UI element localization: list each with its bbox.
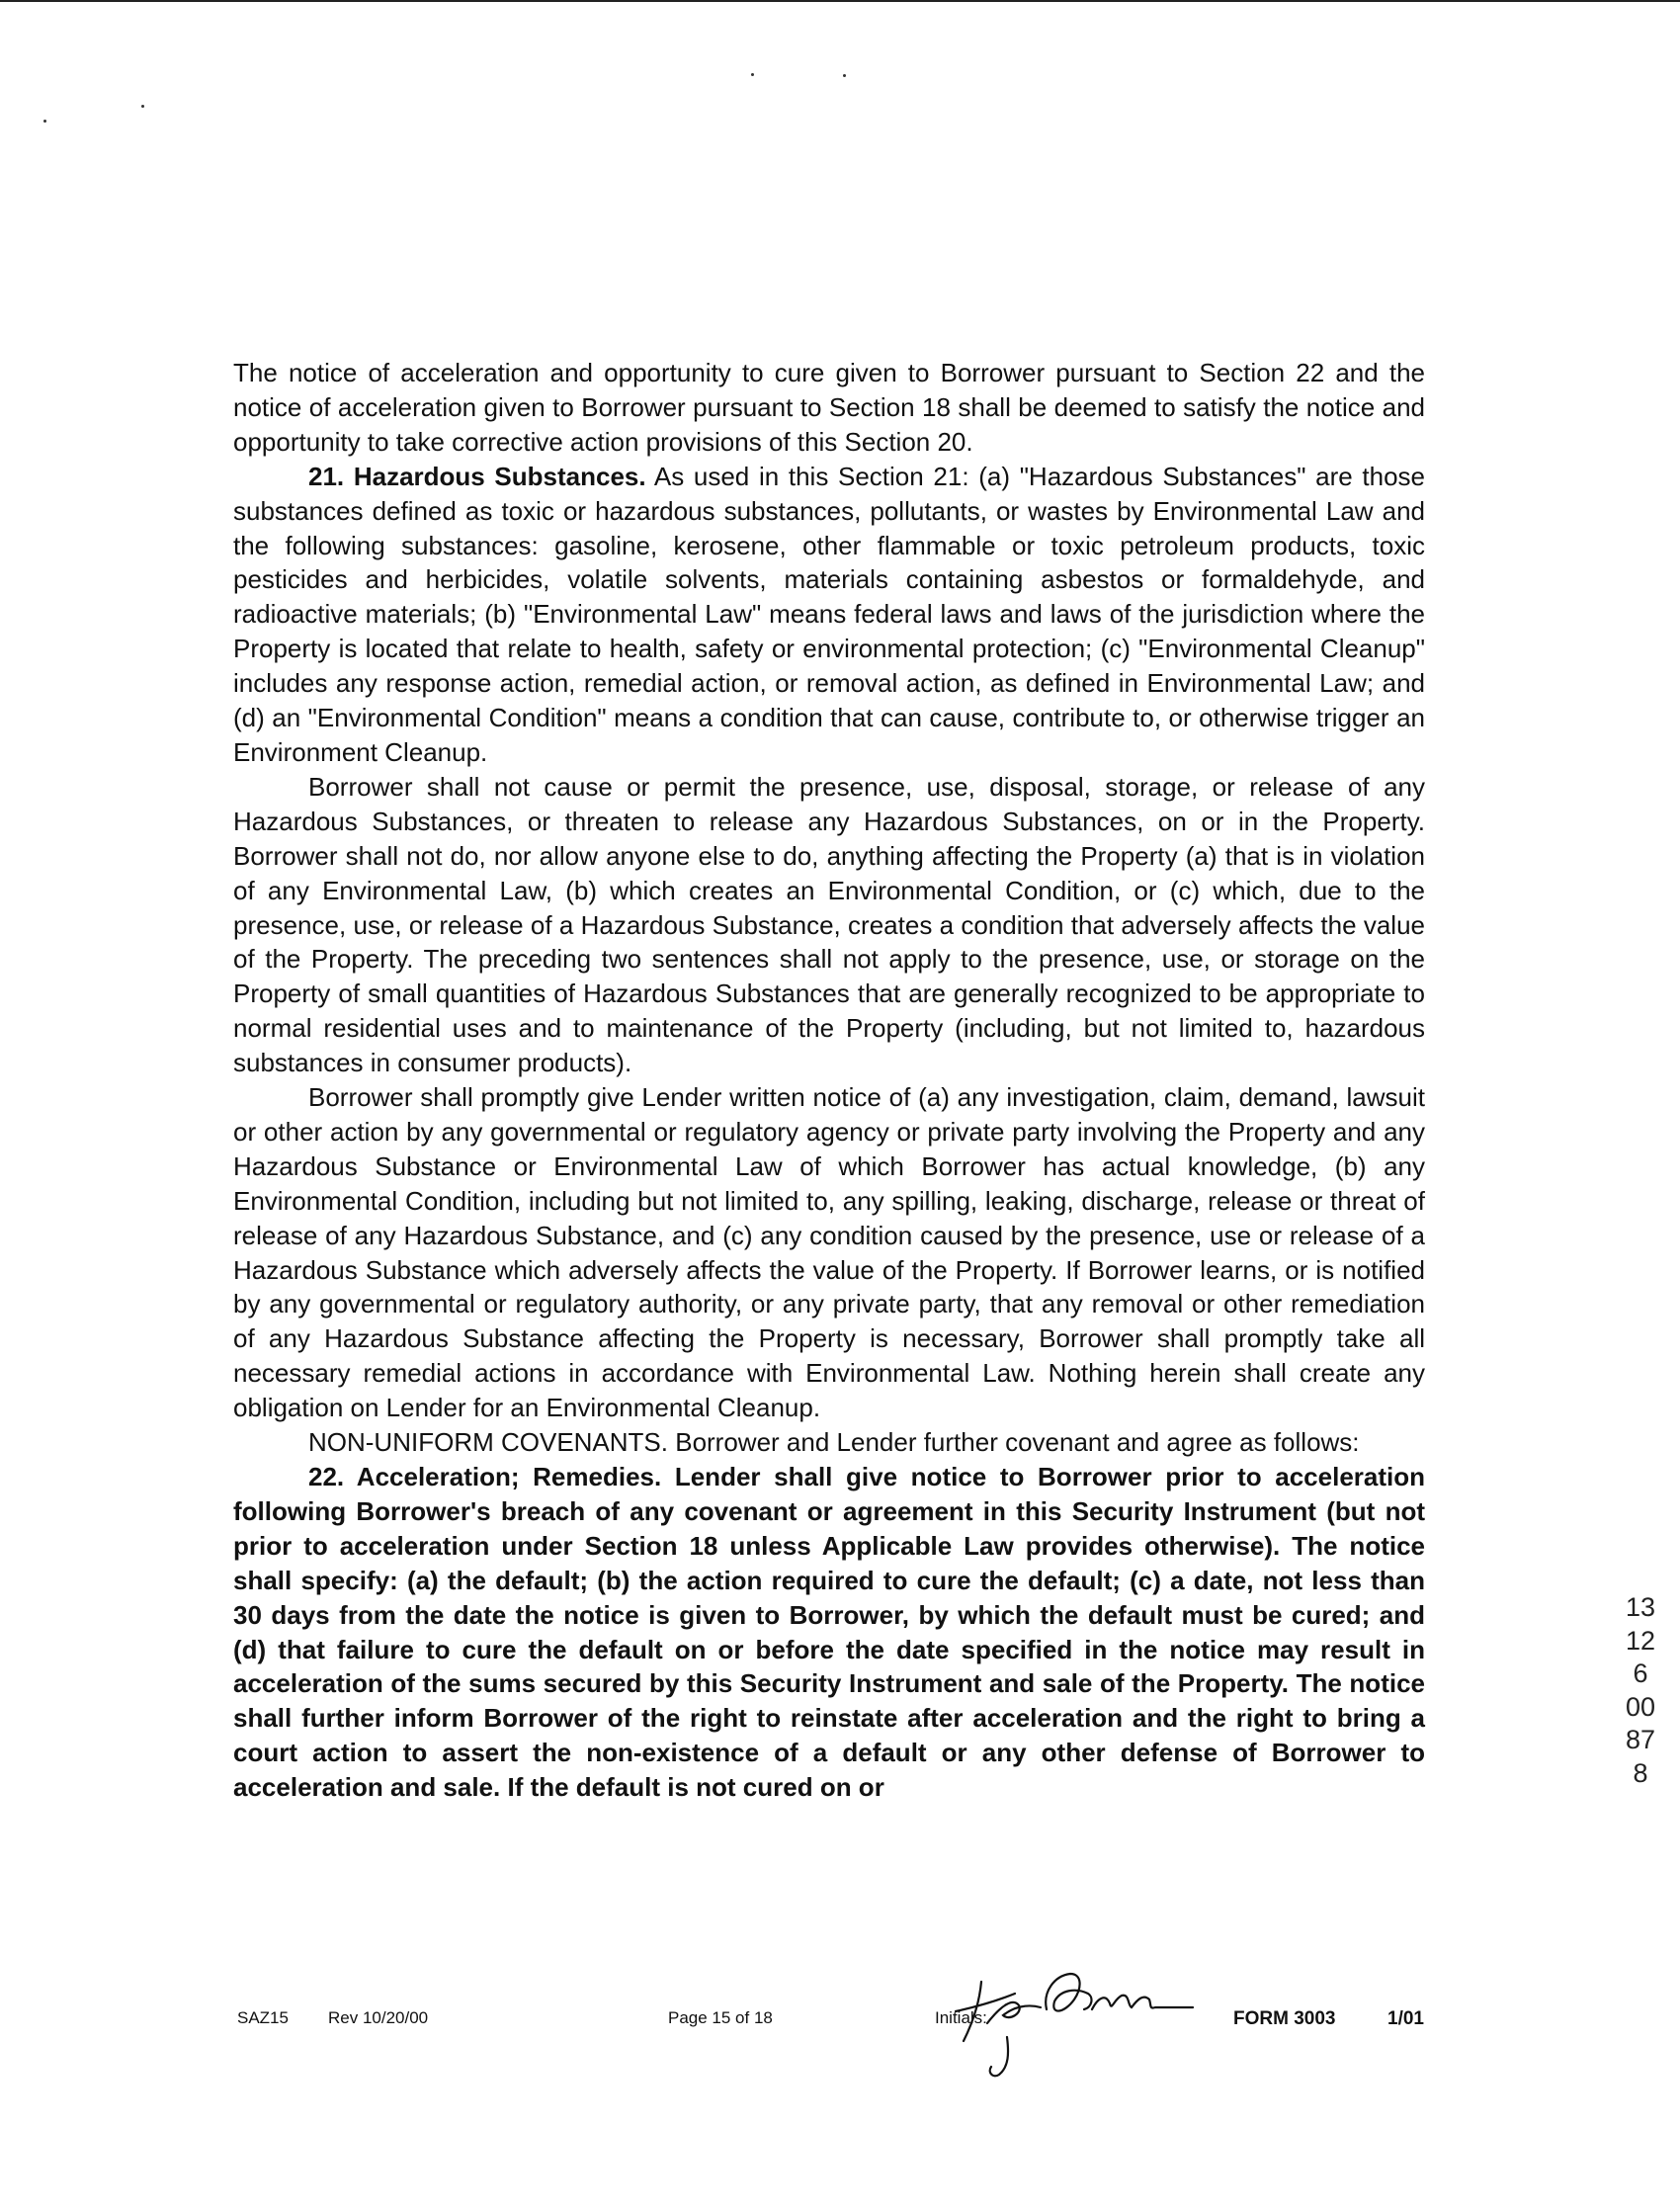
scan-speck: [843, 74, 846, 77]
form-code: SAZ15: [237, 2008, 289, 2027]
page-footer: [233, 2008, 1429, 2048]
section-20-end-paragraph: The notice of acceleration and opportunity to cure given to Borrower pursuant to Section 22 and the notice of acceleration given to Borrower pursuant to Section 18 shall be deemed to satisfy the notice and opportunity to take corrective action provisions of this Section 20.: [233, 358, 1425, 457]
non-uniform-covenants-paragraph: NON-UNIFORM COVENANTS. Borrower and Lender further covenant and agree as follows:: [308, 1427, 1360, 1458]
initials-signature: [944, 1964, 1201, 2083]
initials-label: Initials:: [935, 2008, 987, 2027]
section-21-paragraph: [233, 460, 1425, 770]
section-22-paragraph: 22. Acceleration; Remedies. Lender shall give notice to Borrower prior to acceleration following Borrower's breach of any covenant or agreement in this Security Instrument (but not prior to acceleration under Section 18 unless Applicable Law provides otherwise). The notice shall specify: (a) the default; (b) the action required to cure the default; (c) a date, not less than 30 days from the date the notice is given to Borrower, by which the default must be cured; and (d) that failure to cure the default on or before the date specified in the notice may result in acceleration of the sums secured by this Security Instrument and sale of the Property. The notice shall further inform Borrower of the right to reinstate after acceleration and the right to bring a court action to assert the non-existence of a default or any other defense of Borrower to acceleration and sale. If the default is not cured on or: [233, 1462, 1425, 1803]
form-date: 1/01: [1387, 2008, 1424, 2029]
scan-speck: [43, 120, 46, 123]
scan-speck: [141, 105, 144, 108]
document-body: [233, 356, 1425, 1805]
scan-speck: [751, 73, 754, 76]
page-number: Page 15 of 18: [668, 2008, 773, 2027]
section-21-notice-paragraph: Borrower shall promptly give Lender written notice of (a) any investigation, claim, demand, lawsuit or other action by any governmental or regulatory agency or private party involving the Property and any Hazardous Substance or Environmental Law of which Borrower has actual knowledge, (b) any Environmental Condition, including but not limited to, any spilling, leaking, discharge, release or threat of release of any Hazardous Substance, and (c) any condition caused by the presence, use or release of a Hazardous Substance which adversely affects the value of the Property. If Borrower learns, or is notified by any governmental or regulatory authority, or any private party, that any removal or other remediation of any Hazardous Substance affecting the Property is necessary, Borrower shall promptly take all necessary remedial actions in accordance with Environmental Law. Nothing herein shall create any obligation on Lender for an Environmental Cleanup.: [233, 1082, 1425, 1423]
section-21-restrictions-paragraph: Borrower shall not cause or permit the presence, use, disposal, storage, or release of any Hazardous Substances, or threaten to release any Hazardous Substances, on or in the Property. Borrower shall not do, nor allow anyone else to do, anything affecting the Property (a) that is in violation of any Environmental Law, (b) which creates an Environmental Condition, or (c) which, due to the presence, use, or release of a Hazardous Substance, creates a condition that adversely affects the value of the Property. The preceding two sentences shall not apply to the presence, use, or storage on the Property of small quantities of Hazardous Substances that are generally recognized to be appropriate to normal residential uses and to maintenance of the Property (including, but not limited to, hazardous substances in consumer products).: [233, 771, 1425, 1078]
revision-date: Rev 10/20/00: [328, 2008, 429, 2027]
form-number: FORM 3003: [1233, 2008, 1336, 2029]
section-21-heading: 21. Hazardous Substances.: [308, 461, 646, 491]
recording-stamp: 13126 00878: [1625, 1592, 1656, 1788]
section-21-definitions: As used in this Section 21: (a) "Hazardous Substances" are those substances defined as toxic or hazardous substances, pollutants, or wastes by Environmental Law and the following substances: gasoline, kerosene, other flammable or toxic petroleum products, toxic pesticides and herbicides, volatile solvents, materials containing asbestos or formaldehyde, and radioactive materials; (b) "Environmental Law" means federal laws and laws of the jurisdiction where the Property is located that relate to health, safety or environmental protection; (c) "Environmental Cleanup" includes any response action, remedial action, or removal action, as defined in Environmental Law; and (d) an "Environmental Condition" means a condition that can cause, contribute to, or otherwise trigger an Environment Cleanup.: [233, 461, 1425, 767]
